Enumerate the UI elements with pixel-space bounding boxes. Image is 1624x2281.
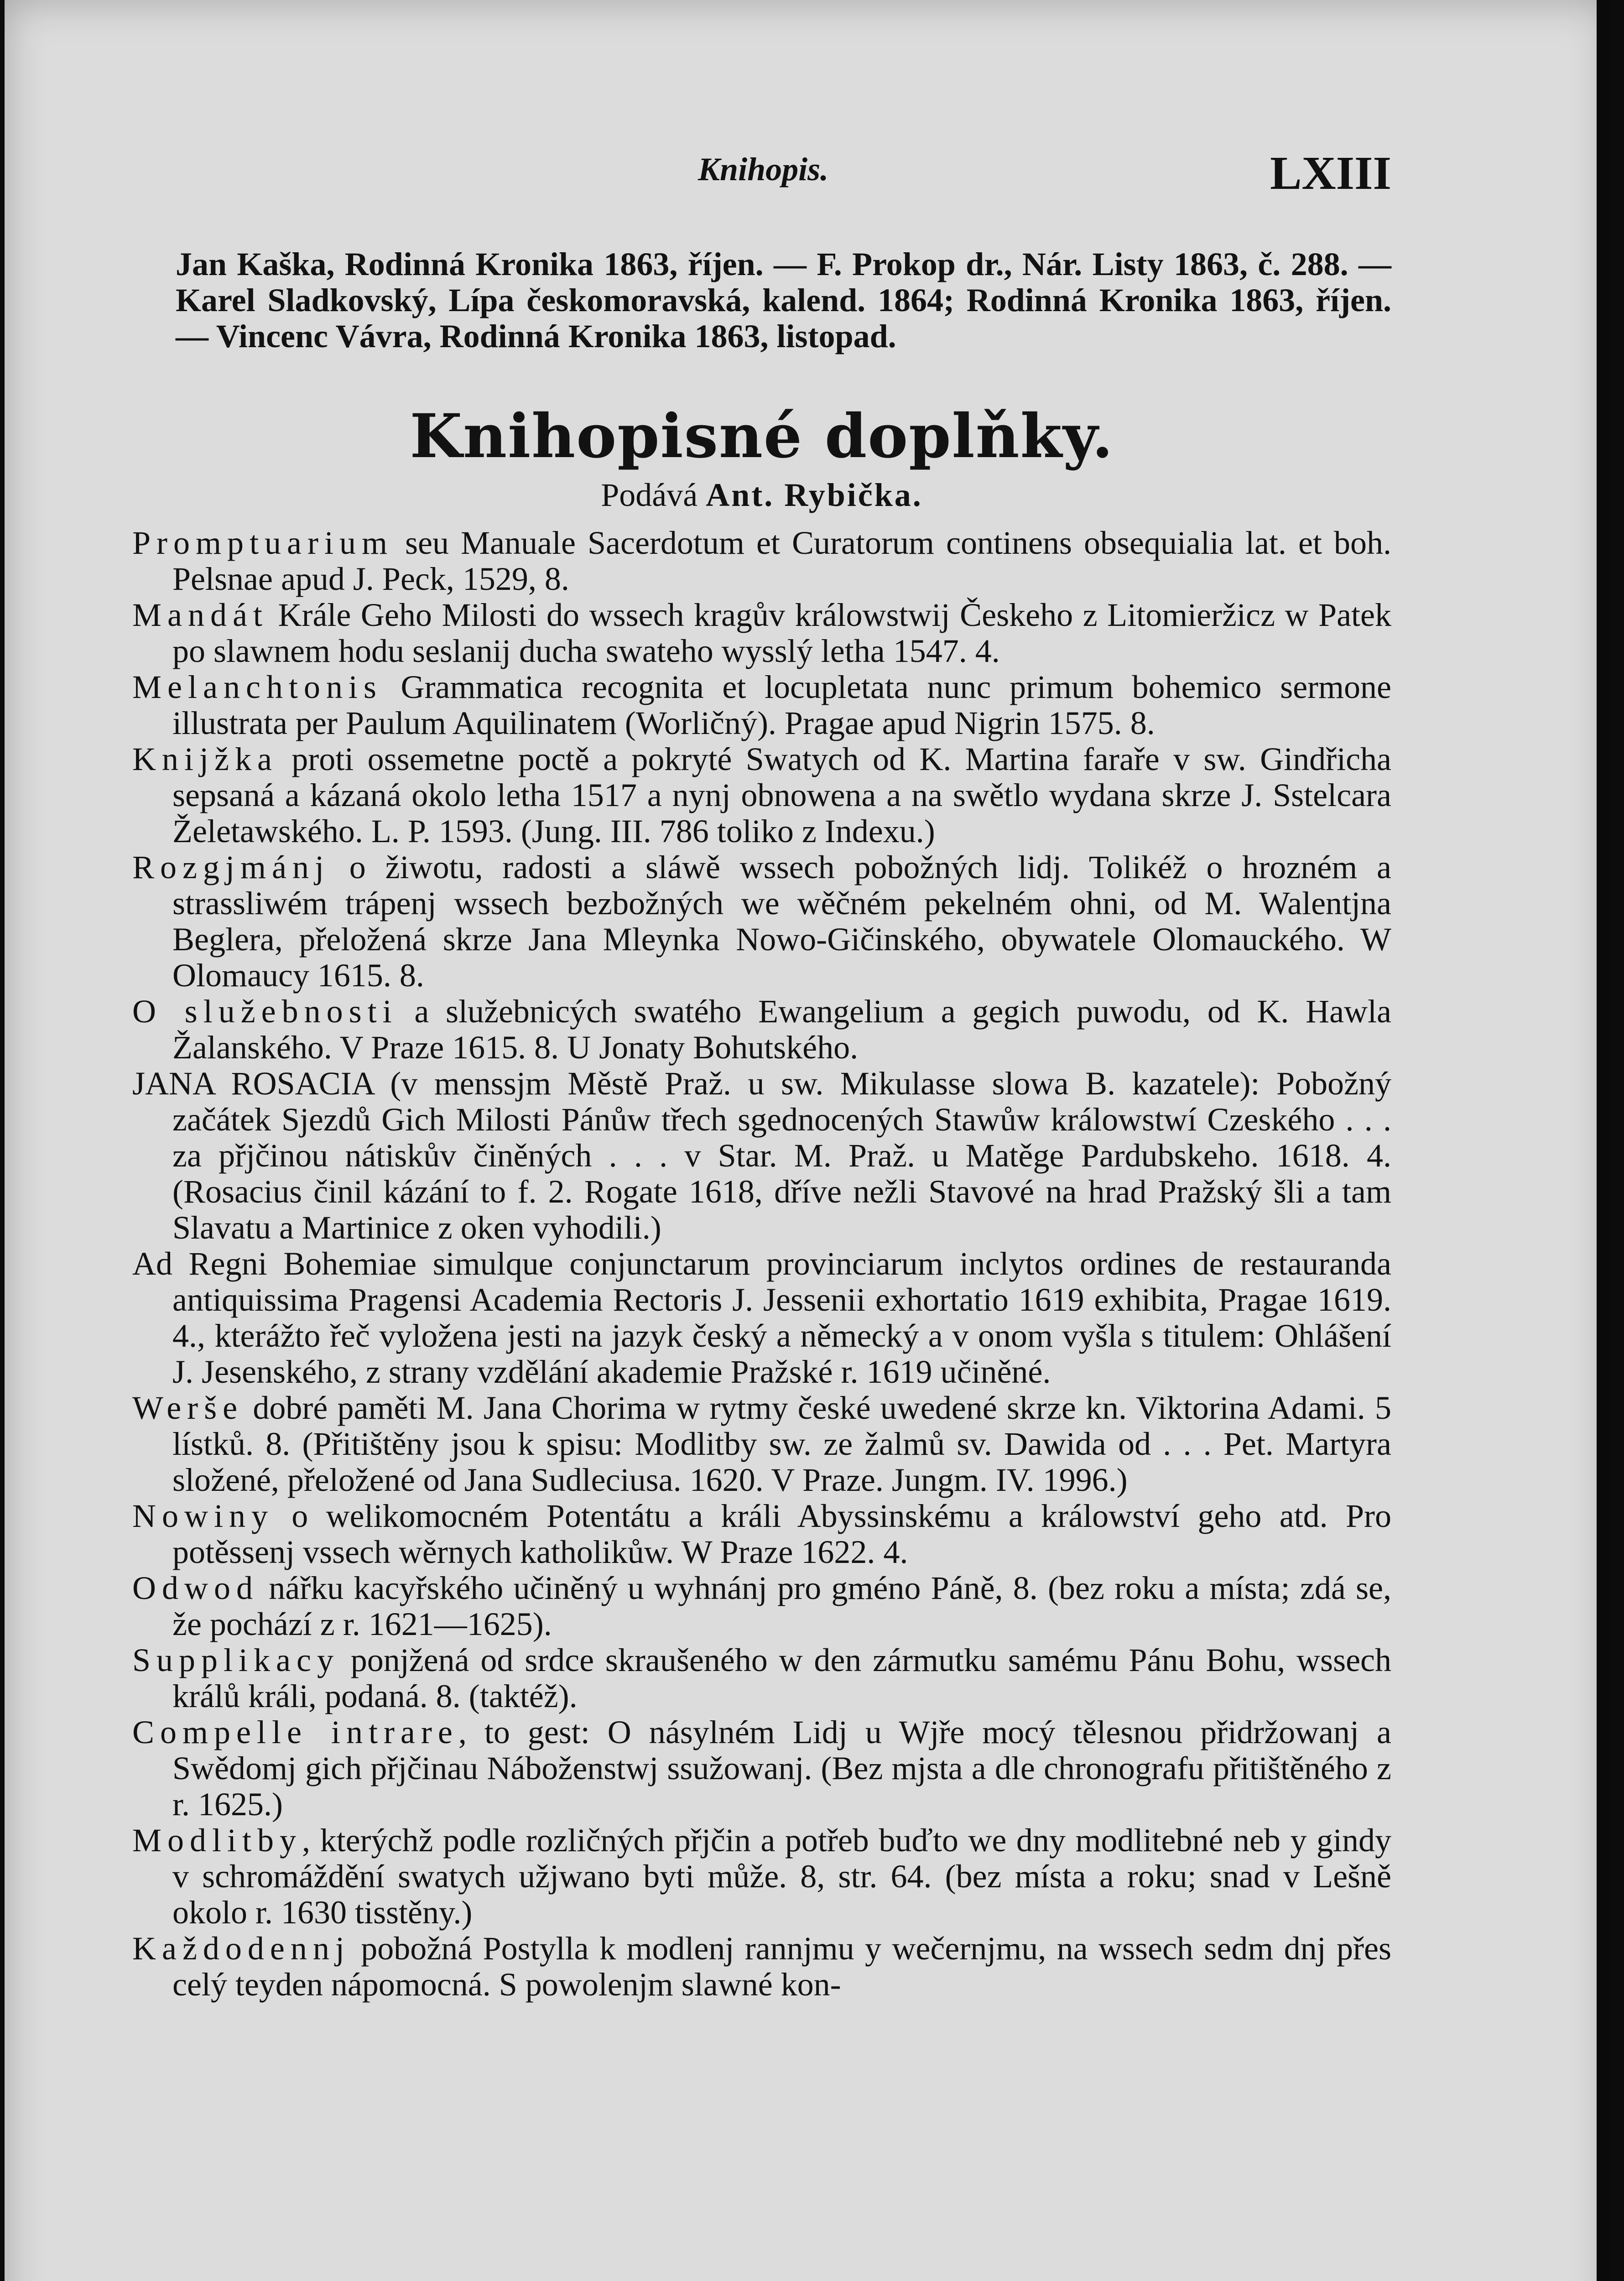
entry-text: o welikomocném Potentátu a králi Abyssinskému a králowství geho atd. Pro potěssenj vssech wěrnych katholikůw. W Praze 1622. 4.: [172, 1498, 1391, 1570]
entry: [132, 741, 1391, 849]
entry-lead: Každodennj: [132, 1930, 350, 1967]
entry-lead: Melanchtonis: [132, 669, 382, 705]
entry-lead: Mandát: [132, 597, 268, 633]
entry-text: o žiwotu, radosti a sláwě wssech pobožných lidj. Tolikéž o hrozném a strassliwém trápenj wssech bezbožných we wěčném pekelném ohni, od M. Walentjna Beglera, přeložená skrze Jana Mleynka Nowo-Gičinského, obywatele Olomauckého. W Olomaucy 1615. 8.: [172, 849, 1391, 994]
running-title: Knihopis.: [698, 151, 829, 187]
entry-text: , kterýchž podle rozličných přjčin a potřeb buďto we dny modlitebné neb y gindy v schromáždění swatych užjwano byti může. 8, str. 64. (bez místa a roku; snad v Lešně okolo r. 1630 tisstěny.): [172, 1822, 1391, 1931]
section-title: Knihopisné doplňky.: [410, 401, 1114, 472]
scanned-page: [5, 0, 1610, 2281]
byline-name: Ant. Rybička.: [706, 477, 923, 513]
entry-lead: Modlitby: [132, 1822, 302, 1859]
entry-lead: Rozgjmánj: [132, 849, 330, 885]
entry-text: dobré paměti M. Jana Chorima w rytmy české uwedené skrze kn. Viktorina Adami. 5 lístků. 8. (Přitištěny jsou k spisu: Modlitby sw. ze žalmů sv. Dawida od . . . Pet. Martyra složené, přeložené od Jana Sudleciusa. 1620. V Praze. Jungm. IV. 1996.): [172, 1390, 1391, 1498]
entry: [132, 1498, 1391, 1570]
entry-text: Krále Geho Milosti do wssech kragův králowstwij Českeho z Litomieržicz w Patek po slawnem hodu seslanij ducha swateho wysslý letha 1547. 4.: [172, 597, 1391, 669]
page-header: [141, 147, 1391, 201]
entry-text: nářku kacyřského učiněný u wyhnánj pro gméno Páně, 8. (bez roku a místa; zdá se, že pochází z r. 1621—1625).: [172, 1570, 1391, 1642]
entry: [132, 1390, 1391, 1498]
byline-prefix: Podává: [601, 477, 698, 513]
entry-text: pobožná Postylla k modlenj rannjmu y wečernjmu, na wssech sedm dnj přes celý teyden nápomocná. S powolenjm slawné kon-: [172, 1930, 1391, 2003]
entry-lead: Werše: [132, 1390, 244, 1426]
entry-lead: Compelle intrare: [132, 1714, 458, 1750]
entry: [132, 1570, 1391, 1642]
entry: [132, 849, 1391, 994]
entry-lead: Promptuarium: [132, 525, 393, 561]
entry-text: , to gest: O násylném Lidj u Wjře mocý tělesnou přidržowanj a Swědomj gich přjčinau Náboženstwj ssužowanj. (Bez mjsta a dle chronografu přitištěného z r. 1625.): [172, 1714, 1391, 1823]
entry-lead: Odwod: [132, 1570, 259, 1606]
entry: [132, 1066, 1391, 1246]
page-body: [132, 246, 1391, 2003]
entry: [132, 1931, 1391, 2003]
entry: [132, 597, 1391, 669]
entry-text: seu Manuale Sacerdotum et Curatorum continens obsequialia lat. et boh. Pelsnae apud J. Peck, 1529, 8.: [172, 525, 1391, 597]
entry: [132, 1714, 1391, 1823]
entry-text: Ad Regni Bohemiae simulque conjunctarum provinciarum inclytos ordines de restauranda antiquissima Pragensi Academia Rectoris J. Jessenii exhortatio 1619 exhibita, Pragae 1619. 4., kterážto řeč vyložena jesti na jazyk český a německý a v onom vyšla s titulem: Ohlášení J. Jesenského, z strany vzdělání akademie Pražské r. 1619 učiněné.: [132, 1245, 1391, 1390]
entry: [132, 1823, 1391, 1931]
entry: [132, 994, 1391, 1066]
entry-text: Grammatica recognita et locupletata nunc primum bohemico sermone illustrata per Paulum Aquilinatem (Worličný). Pragae apud Nigrin 1575. 8.: [172, 669, 1391, 741]
entry-lead: O služebnosti: [132, 993, 398, 1030]
page-number: LXIII: [1270, 147, 1391, 199]
scan-edge: [1597, 0, 1610, 2281]
entry-lead: Supplikacy: [132, 1642, 339, 1678]
section-byline: [132, 473, 1391, 517]
entry: [132, 525, 1391, 597]
entry-text: proti ossemetne poctě a pokryté Swatych od K. Martina faraře v sw. Gindřicha sepsaná a kázaná okolo letha 1517 a nynj obnowena a na swětlo wydana skrze J. Sstelcara Želetawského. L. P. 1593. (Jung. III. 786 toliko z Indexu.): [172, 741, 1391, 849]
entry-text: a služebnicých swatého Ewangelium a gegich puwodu, od K. Hawla Žalanského. V Praze 1615. 8. U Jonaty Bohutského.: [172, 993, 1391, 1066]
intro-paragraph: Jan Kaška, Rodinná Kronika 1863, říjen. — F. Prokop dr., Nár. Listy 1863, č. 288. — Karel Sladkovský, Lípa českomoravská, kalend. 1864; Rodinná Kronika 1863, říjen. — Vincenc Vávra, Rodinná Kronika 1863, listopad.: [176, 246, 1391, 354]
entry-lead: Nowiny: [132, 1498, 274, 1534]
entry: [132, 1642, 1391, 1714]
entry: [132, 669, 1391, 741]
entry-text: JANA ROSACIA (v menssjm Městě Praž. u sw. Mikulasse slowa B. kazatele): Pobožný začátek Sjezdů Gich Milosti Pánůw třech sgednocených Stawůw králowstwí Czeského . . . za přjčinou nátiskův činěných . . . v Star. M. Praž. u Matěge Pardubskeho. 1618. 4. (Rosacius činil kázání to f. 2. Rogate 1618, dříve nežli Stavové na hrad Pražský šli a tam Slavatu a Martinice z oken vyhodili.): [132, 1065, 1391, 1246]
entry: [132, 1246, 1391, 1390]
entry-text: ponjžená od srdce skraušeného w den zármutku samému Pánu Bohu, wssech králů králi, podaná. 8. (taktéž).: [172, 1642, 1391, 1714]
entry-lead: Knijžka: [132, 741, 278, 777]
